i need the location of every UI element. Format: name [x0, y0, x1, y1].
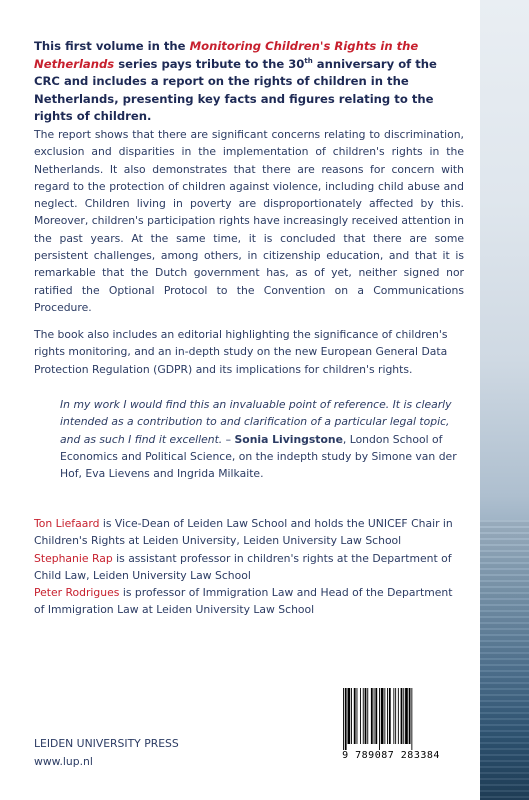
- barcode-icon: [341, 688, 439, 750]
- lead-text-1: This first volume in the: [34, 39, 190, 53]
- lead-text-2: series pays tribute to the 30: [114, 56, 305, 71]
- barcode: [335, 686, 445, 770]
- lead-paragraph: [34, 38, 454, 126]
- quote-author: Sonia Livingstone: [234, 432, 343, 446]
- publisher-website[interactable]: www.lup.nl: [34, 754, 93, 768]
- editorial-paragraph: The book also includes an editorial highlighting the significance of children's rights monitoring, and an in-depth study on the new European General Data Protection Regulation (GDPR) and its implications for children's rights.: [34, 328, 448, 376]
- publisher-name: LEIDEN UNIVERSITY PRESS: [34, 737, 179, 750]
- quote-affiliation: , London School of Economics and Political Science, on the indepth study by Simone van der Hof, Eva Lievens and Ingrida Milkaite.: [60, 432, 457, 481]
- lead-text-3: anniversary of the CRC and includes a report on the rights of children in the Netherlands, presenting key facts and figures relating to the rights of children.: [34, 56, 437, 124]
- author-bio: is Vice-Dean of Leiden Law School and holds the UNICEF Chair in Children's Rights at Leiden University, Leiden University Law School: [34, 517, 453, 548]
- publisher-block: [34, 735, 179, 771]
- author-name: Peter Rodrigues: [34, 586, 120, 600]
- author-name: Ton Liefaard: [34, 517, 100, 530]
- author-bio: is assistant professor in children's rights at the Department of Child Law, Leiden University Law School: [34, 551, 452, 582]
- isbn-number: 9 789087 283384: [342, 750, 440, 761]
- lead-ordinal: th: [304, 56, 313, 65]
- author-name: Stephanie Rap: [34, 551, 113, 565]
- author-bio: is professor of Immigration Law and Head of the Department of Immigration Law at Leiden University Law School: [34, 586, 453, 617]
- series-title: Monitoring Children's Rights in the Netherlands: [34, 39, 419, 71]
- water-photo-strip: [480, 0, 529, 800]
- report-summary-paragraph: The report shows that there are significant concerns relating to discrimination, exclusion and disparities in the implementation of children's rights in the Netherlands. It also demonstrates that there are reasons for concern with regard to the protection of children against violence, including child abuse and neglect. Children living in poverty are disproportionately affected by this. Moreover, children's participation rights have increasingly received attention in the past years. At the same time, it is concluded that there are some persistent challenges, among others, in citizenship education, and that it is remarkable that the Dutch government has, as of yet, neither signed nor ratified the Optional Protocol to the Convention on a Communications Procedure.: [34, 128, 464, 314]
- quote-text: In my work I would find this an invaluable point of reference. It is clearly intended as a contribution to and clarification of a particular legal topic, and as such I find it excellent.: [60, 398, 452, 446]
- author-bios: [34, 515, 464, 619]
- endorsement-quote: [60, 396, 465, 482]
- quote-dash: –: [222, 432, 235, 446]
